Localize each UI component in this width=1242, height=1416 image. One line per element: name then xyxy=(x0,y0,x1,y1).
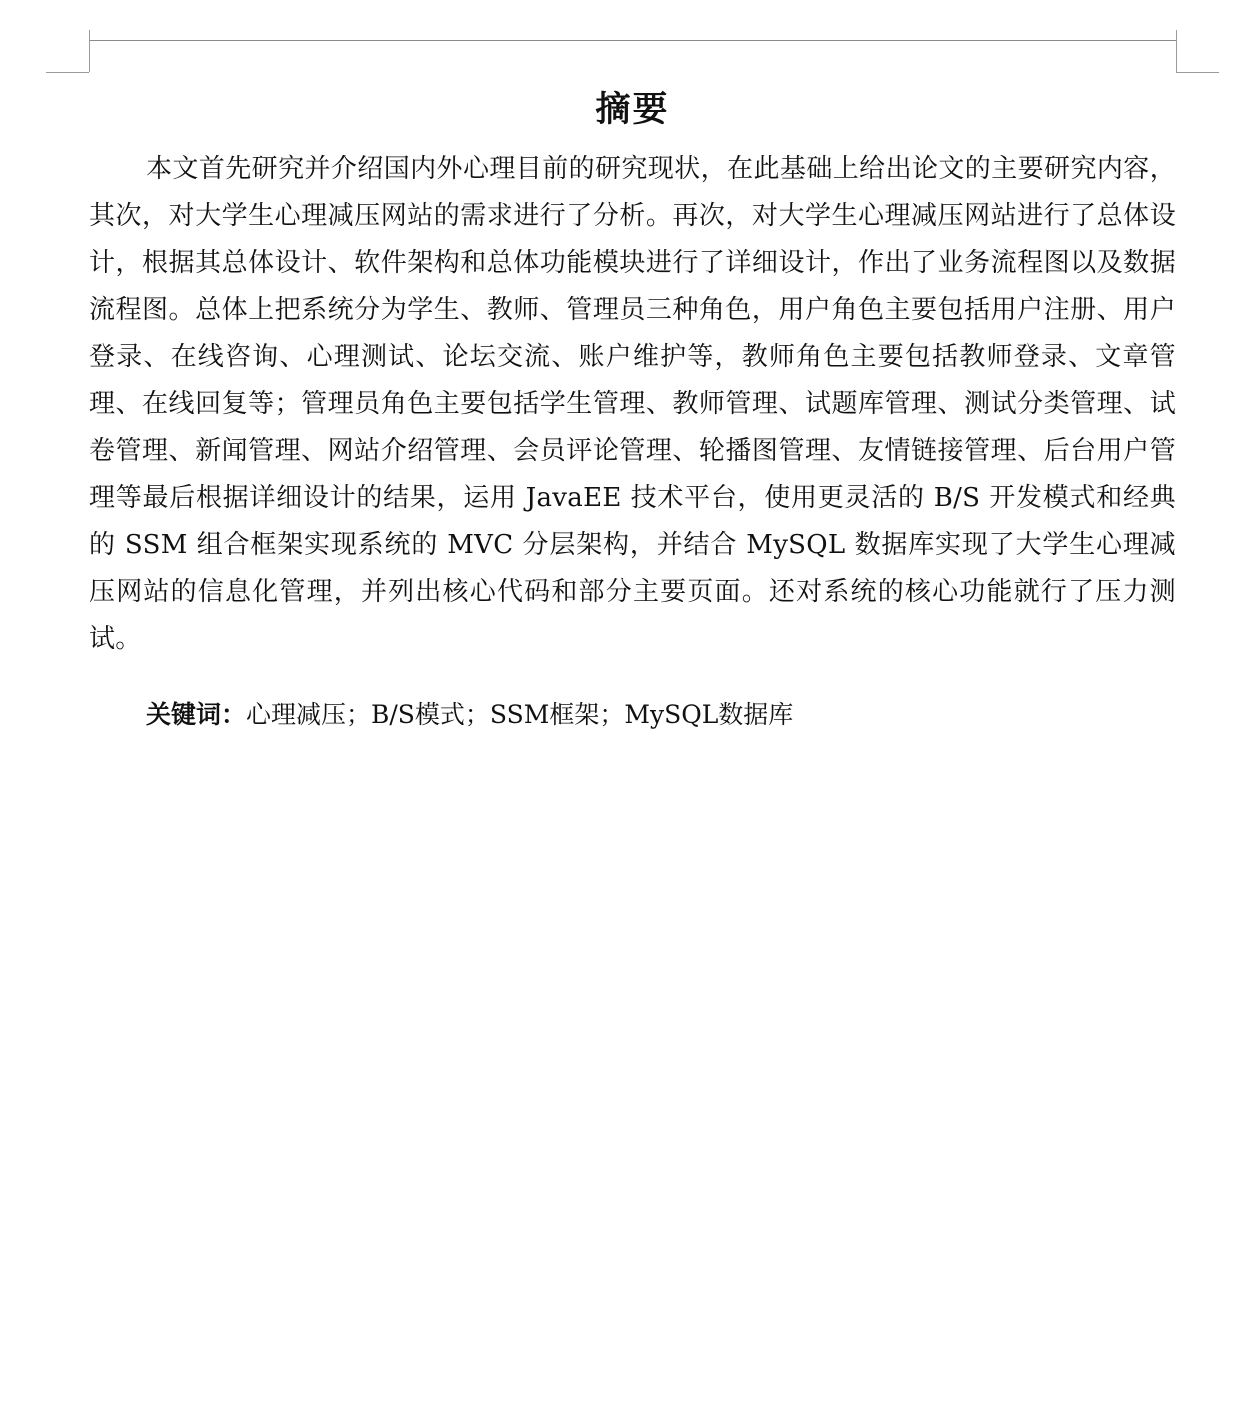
crop-mark-top-left-horizontal xyxy=(46,72,89,73)
page-content xyxy=(89,84,1176,737)
keywords-line xyxy=(89,693,1176,737)
abstract-title: 摘要 xyxy=(595,90,670,130)
page-header-rule xyxy=(89,40,1176,41)
keywords-text: 心理减压；B/S模式；SSM框架；MySQL数据库 xyxy=(246,700,794,729)
crop-mark-top-right-vertical xyxy=(1176,30,1177,72)
crop-mark-top-left-vertical xyxy=(89,30,90,72)
crop-mark-top-right-horizontal xyxy=(1176,72,1219,73)
keywords-label: 关键词： xyxy=(146,700,247,729)
abstract-paragraph: 本文首先研究并介绍国内外心理目前的研究现状，在此基础上给出论文的主要研究内容，其次，对大学生心理减压网站的需求进行了分析。再次，对大学生心理减压网站进行了总体设计，根据其总体设计、软件架构和总体功能模块进行了详细设计，作出了业务流程图以及数据流程图。总体上把系统分为学生、教师、管理员三种角色，用户角色主要包括用户注册、用户登录、在线咨询、心理测试、论坛交流、账户维护等，教师角色主要包括教师登录、文章管理、在线回复等；管理员角色主要包括学生管理、教师管理、试题库管理、测试分类管理、试卷管理、新闻管理、网站介绍管理、会员评论管理、轮播图管理、友情链接管理、后台用户管理等最后根据详细设计的结果，运用 JavaEE 技术平台，使用更灵活的 B/S 开发模式和经典的 SSM 组合框架实现系统的 MVC 分层架构，并结合 MySQL 数据库实现了大学生心理减压网站的信息化管理，并列出核心代码和部分主要页面。还对系统的核心功能就行了压力测试。 xyxy=(89,154,1176,654)
